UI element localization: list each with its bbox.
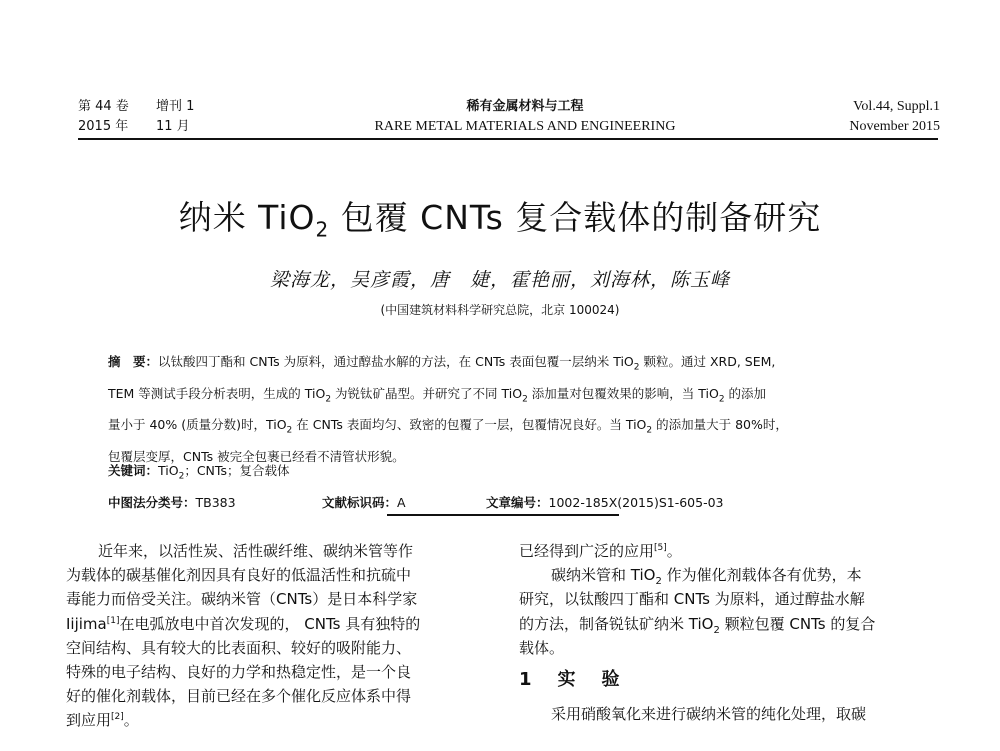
subscript: 2 — [325, 394, 332, 404]
classification-row — [108, 490, 918, 515]
abstract-text: TEM 等测试手段分析表明，生成的 TiO — [108, 385, 326, 401]
art-value: 1002-185X(2015)S1-605-03 — [548, 494, 724, 510]
journal-name-cn: 稀有金属材料与工程 — [466, 99, 584, 114]
section-heading-experiment: 1 实 验 — [519, 669, 624, 691]
subscript: 2 — [713, 624, 720, 636]
abstract-text: 的添加 — [724, 385, 767, 401]
subscript: 2 — [655, 576, 662, 588]
body-text: 作为催化剂载体各有优势，本 — [661, 566, 862, 585]
citation-ref: [1] — [106, 615, 120, 626]
body-line — [66, 612, 486, 636]
abstract-line — [108, 349, 918, 381]
header-vol-en: Vol.44, Suppl.1 — [853, 99, 940, 114]
abstract-text: 为锐钛矿晶型。并研究了不同 TiO — [331, 385, 523, 401]
header-year: 2015 年 — [78, 119, 129, 134]
paper-meta — [108, 458, 918, 515]
header-date-en: November 2015 — [849, 119, 940, 134]
header-volume: 第 44 卷 — [78, 99, 129, 114]
article-number — [486, 490, 724, 515]
clc-number — [108, 490, 322, 515]
body-text: 到应用 — [66, 711, 112, 730]
body-text: 。 — [666, 542, 682, 560]
title-subscript: 2 — [315, 217, 330, 242]
abstract-line — [108, 412, 918, 444]
body-text: 碳纳米管和 TiO — [551, 566, 656, 585]
abstract-text: 颗粒。通过 XRD, SEM, — [639, 354, 776, 369]
paper-title — [0, 196, 1000, 252]
body-line: 为载体的碳基催化剂因具有良好的低温活性和抗硫中 — [66, 566, 412, 585]
body-text: 颗粒包覆 CNTs 的复合 — [719, 614, 876, 633]
header-issue: 增刊 1 — [156, 99, 195, 114]
subscript: 2 — [522, 394, 528, 404]
abstract-text: 量小于 40% (质量分数)时，TiO — [108, 417, 287, 432]
citation-ref: [2] — [111, 712, 124, 723]
body-line: 载体。 — [519, 638, 565, 657]
abstract-text: 以钛酸四丁酯和 CNTs 为原料，通过醇盐水解的方法，在 CNTs 表面包覆一层纳米 TiO — [158, 354, 634, 369]
abstract-text: 添加量对包覆效果的影响，当 TiO — [527, 385, 719, 401]
title-part2: 包覆 CNTs 复合载体的制备研究 — [329, 198, 822, 237]
header-month: 11 月 — [156, 119, 190, 134]
affiliation: (中国建筑材料科学研究总院，北京 100024) — [380, 303, 620, 317]
abstract-line: 包覆层变厚，CNTs 被完全包裹已经看不清管状形貌。 — [108, 448, 405, 464]
subscript: 2 — [718, 394, 725, 404]
body-text: Iijima — [66, 614, 107, 633]
citation-ref: [5] — [654, 543, 667, 553]
doc-value: A — [397, 494, 406, 510]
body-text: 的方法，制备锐钛矿纳米 TiO — [519, 614, 714, 633]
header-journal — [350, 97, 700, 137]
body-line: 特殊的电子结构、良好的力学和热稳定性，是一个良 — [66, 663, 412, 682]
keywords-text: TiO — [158, 463, 179, 478]
clc-value: TB383 — [195, 494, 236, 510]
body-line: 采用硝酸氧化来进行碳纳米管的纯化处理，取碳 — [551, 705, 867, 724]
title-part1: 纳米 TiO — [178, 198, 316, 237]
keywords-row — [108, 458, 918, 490]
subscript: 2 — [286, 425, 293, 436]
body-text: 。 — [123, 711, 139, 730]
subscript: 2 — [633, 362, 640, 373]
body-line — [519, 563, 939, 587]
art-label: 文章编号： — [486, 494, 549, 510]
body-line: 好的催化剂载体，目前已经在多个催化反应体系中得 — [66, 687, 412, 706]
document-code — [322, 490, 486, 515]
body-line: 近年来，以活性炭、活性碳纤维、碳纳米管等作 — [98, 542, 414, 560]
keywords-text: ；CNTs；复合载体 — [184, 463, 290, 478]
header-volume-info — [78, 97, 194, 137]
author-list: 梁海龙，吴彦霞，唐 婕，霍艳丽，刘海林，陈玉峰 — [269, 269, 730, 291]
journal-name-en: RARE METAL MATERIALS AND ENGINEERING — [374, 119, 676, 134]
body-column-left — [66, 539, 486, 733]
abstract-text: 的添加量大于 80%时， — [652, 417, 788, 432]
body-line — [66, 708, 486, 732]
body-line — [519, 539, 939, 563]
body-column-right — [519, 539, 939, 726]
subscript: 2 — [646, 425, 653, 436]
subscript: 2 — [178, 471, 185, 482]
clc-label: 中图法分类号： — [108, 494, 196, 510]
abstract-line — [108, 381, 918, 413]
header-rule — [78, 138, 938, 140]
body-text: 已经得到广泛的应用 — [519, 542, 655, 560]
body-line: 空间结构、具有较大的比表面积、较好的吸附能力、 — [66, 638, 412, 657]
abstract-label: 摘 要： — [108, 354, 159, 369]
doc-label: 文献标识码： — [322, 494, 398, 510]
abstract-text: 在 CNTs 表面均匀、致密的包覆了一层，包覆情况良好。当 TiO — [292, 417, 647, 432]
header-volume-en — [849, 97, 940, 137]
keywords-label: 关键词： — [108, 463, 159, 478]
body-text: 在电弧放电中首次发现的， CNTs 具有独特的 — [119, 614, 421, 633]
abstract-divider — [387, 514, 619, 516]
body-line — [519, 612, 939, 636]
body-line: 毒能力而倍受关注。碳纳米管（CNTs）是日本科学家 — [66, 590, 418, 609]
abstract — [108, 349, 918, 469]
body-line: 研究，以钛酸四丁酯和 CNTs 为原料，通过醇盐水解 — [519, 590, 865, 609]
